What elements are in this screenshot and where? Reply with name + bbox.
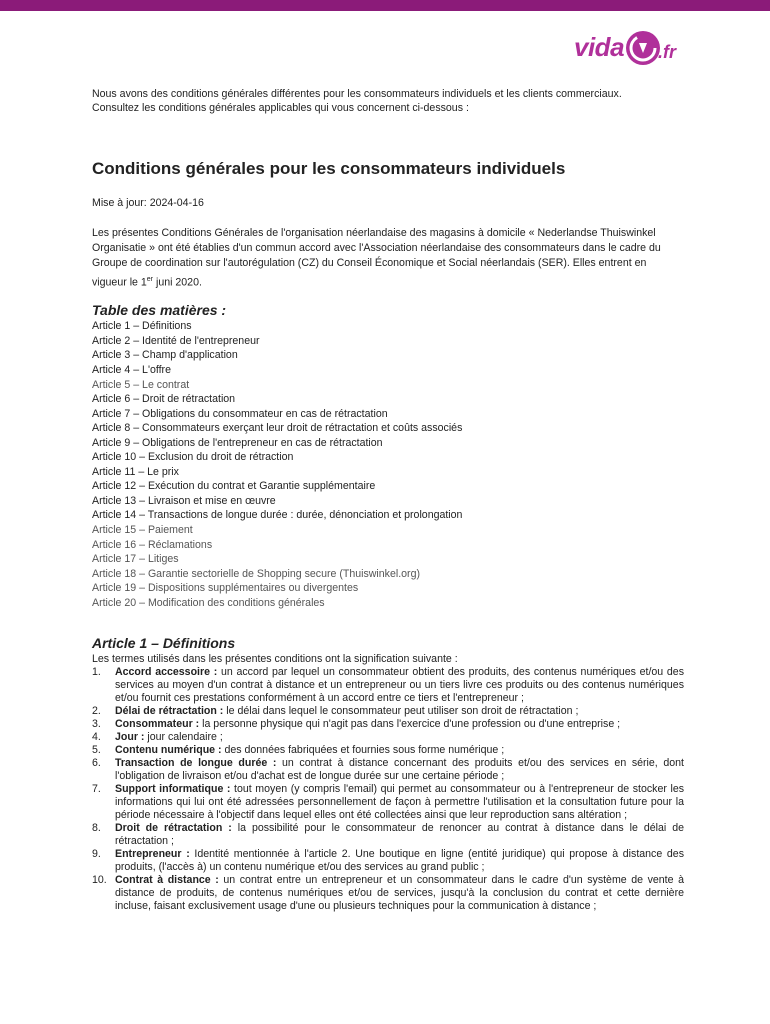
toc-item[interactable]: Article 4 – L'offre <box>92 363 171 376</box>
vida-logo <box>574 28 682 68</box>
definition-number: 10. <box>92 874 107 887</box>
intro-line-2: Consultez les conditions générales applicables qui vous concernent ci-dessous : <box>92 101 469 114</box>
toc-item[interactable]: Article 11 – Le prix <box>92 465 179 478</box>
toc-item[interactable]: Article 10 – Exclusion du droit de rétraction <box>92 451 294 464</box>
intro-text <box>92 88 684 115</box>
preamble-sup: er <box>146 275 154 283</box>
definition-item <box>92 666 684 705</box>
logo-wordmark: vida <box>574 32 625 62</box>
preamble-text: Les présentes Conditions Générales de l'organisation néerlandaise des magasins à domicile « Nederlandse Thuiswinkel Organisatie » ont été établies d'un commun accord avec l'Association néerlandaise des consommateurs dans le cadre du Groupe de coordination sur l'autorégulation (CZ) du Conseil Économique et Social néerlandais (SER). Elles entrent en vigueur le 1 <box>92 227 661 289</box>
definition-text: le délai dans lequel le consommateur peut utiliser son droit de rétractation ; <box>223 705 579 718</box>
toc-item[interactable]: Article 20 – Modification des conditions générales <box>92 596 325 609</box>
toc-item[interactable]: Article 9 – Obligations de l'entrepreneur en cas de rétractation <box>92 436 383 449</box>
definition-number: 4. <box>92 731 101 744</box>
toc-item[interactable]: Article 3 – Champ d'application <box>92 349 238 362</box>
toc-item[interactable]: Article 17 – Litiges <box>92 553 179 566</box>
toc-item[interactable]: Article 5 – Le contrat <box>92 378 190 391</box>
article-1-heading: Article 1 – Définitions <box>92 635 236 652</box>
definitions-list <box>92 666 684 913</box>
definition-number: 1. <box>92 666 101 679</box>
definition-item <box>92 731 684 744</box>
definition-item <box>92 848 684 874</box>
toc-item[interactable]: Article 18 – Garantie sectorielle de Shopping secure (Thuiswinkel.org) <box>92 567 420 580</box>
toc-item[interactable]: Article 7 – Obligations du consommateur en cas de rétractation <box>92 407 388 420</box>
toc-item[interactable]: Article 6 – Droit de rétractation <box>92 393 236 406</box>
definition-text: jour calendaire ; <box>144 731 223 744</box>
document-body <box>92 88 684 913</box>
definition-number: 6. <box>92 757 101 770</box>
toc-heading: Table des matières : <box>92 302 227 319</box>
toc-item[interactable]: Article 13 – Livraison et mise en œuvre <box>92 494 276 507</box>
definition-term: Consommateur : <box>115 718 200 731</box>
preamble-tail: juni 2020. <box>153 276 202 289</box>
definition-number: 5. <box>92 744 101 757</box>
definition-text: tout moyen (y compris l'email) qui permet au consommateur ou à l'entrepreneur de stocker les informations qui lui ont été adressées personnellement de façon à permettre l'utilisation et la consultation future pour la période nécessaire à l'objectif dans lequel elles ont été collectées ainsi que leur reproduction sans altération ; <box>115 783 685 822</box>
definition-number: 9. <box>92 848 101 861</box>
definition-number: 3. <box>92 718 101 731</box>
table-of-contents <box>92 319 684 610</box>
toc-item[interactable]: Article 2 – Identité de l'entrepreneur <box>92 334 260 347</box>
definition-number: 7. <box>92 783 101 796</box>
toc-item[interactable]: Article 15 – Paiement <box>92 524 193 536</box>
toc-item[interactable]: Article 8 – Consommateurs exerçant leur droit de rétractation et coûts associés <box>92 422 463 435</box>
top-brand-bar <box>0 0 770 11</box>
toc-item[interactable]: Article 14 – Transactions de longue durée : durée, dénonciation et prolongation <box>92 509 463 522</box>
definition-term: Contenu numérique : <box>115 744 222 757</box>
definition-term: Délai de rétractation : <box>115 705 224 718</box>
page-title: Conditions générales pour les consommateurs individuels <box>92 159 566 178</box>
definition-term: Support informatique : <box>115 783 231 796</box>
definition-item <box>92 718 684 731</box>
intro-line-1: Nous avons des conditions générales différentes pour les consommateurs individuels et les clients commerciaux. <box>92 88 622 100</box>
definition-item <box>92 874 684 913</box>
preamble <box>92 226 684 290</box>
definition-term: Entrepreneur : <box>115 848 190 861</box>
definition-number: 2. <box>92 705 101 718</box>
definition-item <box>92 822 684 848</box>
definition-term: Droit de rétractation : <box>115 822 232 835</box>
definition-item <box>92 757 684 783</box>
definition-term: Transaction de longue durée : <box>115 757 277 770</box>
toc-item[interactable]: Article 16 – Réclamations <box>92 538 213 551</box>
toc-item[interactable]: Article 19 – Dispositions supplémentaires ou divergentes <box>92 582 359 595</box>
definition-item <box>92 705 684 718</box>
update-date: Mise à jour: 2024-04-16 <box>92 197 204 209</box>
definition-text: un accord par lequel un consommateur obtient des produits, des contenus numériques et/ou des services au moyen d'un contrat à distance et un entrepreneur ou un tiers livre ces produits ou des contenus numériques et/ou fournit ces prestations conformément à un accord entre ce tiers et l'entrepreneur ; <box>115 666 685 705</box>
definition-text: Identité mentionnée à l'article 2. Une boutique en ligne (entité juridique) qui propose à distance des produits, (l'accès à) un contenu numérique et/ou des services au grand public ; <box>115 848 684 874</box>
definition-text: la personne physique qui n'agit pas dans l'exercice d'une profession ou d'une entreprise ; <box>199 718 621 731</box>
definition-term: Jour : <box>115 731 145 744</box>
definition-text: un contrat entre un entrepreneur et un consommateur dans le cadre d'un système de vente à distance de produits, de contenus numériques et/ou de services, jusqu'à la conclusion du contrat et cette dernière incluse, faisant exclusivement usage d'une ou plusieurs techniques pour la communication à distance ; <box>115 874 684 913</box>
definition-term: Accord accessoire : <box>115 666 218 679</box>
toc-item[interactable]: Article 1 – Définitions <box>92 320 192 333</box>
toc-item[interactable]: Article 12 – Exécution du contrat et Garantie supplémentaire <box>92 480 376 493</box>
definition-text: des données fabriquées et fournies sous forme numérique ; <box>221 744 505 757</box>
definition-item <box>92 744 684 757</box>
definition-text: la possibilité pour le consommateur de renoncer au contrat à distance dans le délai de rétractation ; <box>115 822 684 848</box>
definition-term: Contrat à distance : <box>115 874 219 887</box>
definition-text: un contrat à distance concernant des produits et/ou des services en série, dont l'obligation de livraison et/ou d'achat est de longue durée sur une certaine période ; <box>115 757 684 783</box>
logo-badge-icon <box>626 31 660 65</box>
definition-item <box>92 783 684 822</box>
article-1-intro: Les termes utilisés dans les présentes conditions ont la signification suivante : <box>92 653 458 666</box>
definition-number: 8. <box>92 822 101 835</box>
logo-domain: .fr <box>658 42 676 62</box>
